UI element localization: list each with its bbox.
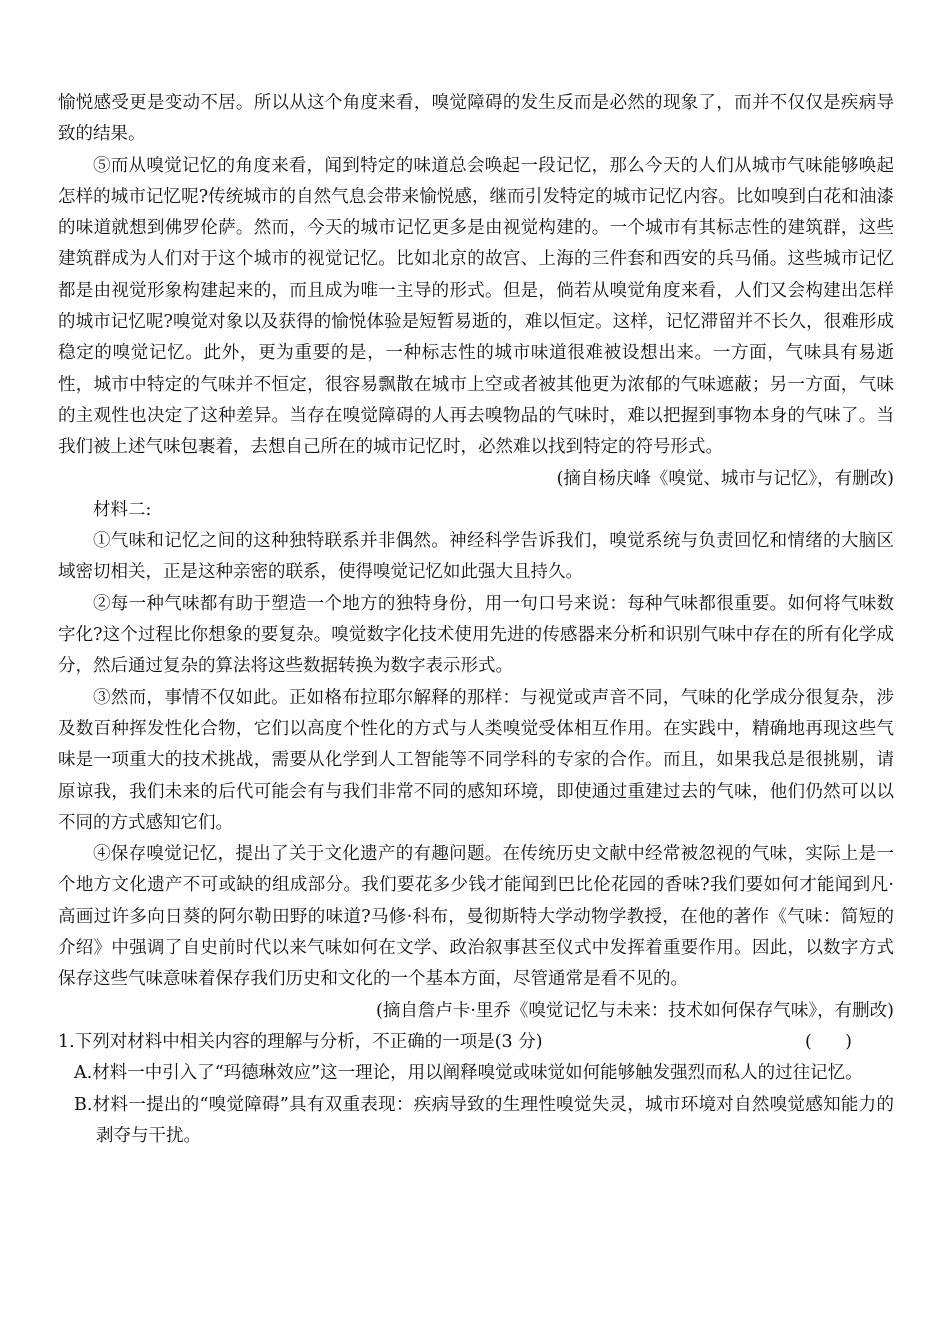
question-1-stem-line bbox=[58, 1027, 894, 1058]
material-two-paragraph-1: ①气味和记忆之间的这种独特联系并非偶然。神经科学告诉我们，嗅觉系统与负责回忆和情绪的大脑区域密切相关，正是这种亲密的联系，使得嗅觉记忆如此强大且持久。 bbox=[58, 531, 894, 583]
material-two-source: (摘自詹卢卡·里乔《嗅觉记忆与未来：技术如何保存气味》，有删改) bbox=[376, 1000, 894, 1021]
question-1-stem: 1.下列对材料中相关内容的理解与分析，不正确的一项是(3 分) bbox=[58, 1031, 543, 1052]
option-a[interactable]: A.材料一中引入了“玛德琳效应”这一理论，用以阐释嗅觉或味觉如何能够触发强烈而私人的过往记忆。 bbox=[74, 1063, 863, 1084]
exam-page bbox=[58, 88, 894, 1152]
option-b[interactable]: B.材料一提出的“嗅觉障碍”具有双重表现：疾病导致的生理性嗅觉失灵，城市环境对自然嗅觉感知能力的剥夺与干扰。 bbox=[74, 1094, 894, 1146]
answer-bracket[interactable]: ( ) bbox=[804, 1031, 852, 1052]
material-one-source: (摘自杨庆峰《嗅觉、城市与记忆》，有删改) bbox=[556, 468, 894, 489]
material-two-paragraph-3: ③然而，事情不仅如此。正如格布拉耶尔解释的那样：与视觉或声音不同，气味的化学成分很复杂，涉及数百种挥发性化合物，它们以高度个性化的方式与人类嗅觉受体相互作用。在实践中，精确地再现这些气味是一项重大的技术挑战，需要从化学到人工智能等不同学科的专家的合作。而且，如果我总是很挑剔，请原谅我，我们未来的后代可能会有与我们非常不同的感知环境，即使通过重建过去的气味，他们仍然可以以不同的方式感知它们。 bbox=[58, 687, 894, 833]
material-one-paragraph-5: ⑤而从嗅觉记忆的角度来看，闻到特定的味道总会唤起一段记忆，那么今天的人们从城市气味能够唤起怎样的城市记忆呢?传统城市的自然气息会带来愉悦感，继而引发特定的城市记忆内容。比如嗅到白花和油漆的味道就想到佛罗伦萨。然而，今天的城市记忆更多是由视觉构建的。一个城市有其标志性的建筑群，这些建筑群成为人们对于这个城市的视觉记忆。比如北京的故宫、上海的三件套和西安的兵马俑。这些城市记忆都是由视觉形象构建起来的，而且成为唯一主导的形式。但是，倘若从嗅觉角度来看，人们又会构建出怎样的城市记忆呢?嗅觉对象以及获得的愉悦体验是短暂易逝的，难以恒定。这样，记忆滞留并不长久，很难形成稳定的嗅觉记忆。此外，更为重要的是，一种标志性的城市味道很难被设想出来。一方面，气味具有易逝性，城市中特定的气味并不恒定，很容易飘散在城市上空或者被其他更为浓郁的气味遮蔽；另一方面，气味的主观性也决定了这种差异。当存在嗅觉障碍的人再去嗅物品的气味时，难以把握到事物本身的气味了。当我们被上述气味包裹着，去想自己所在的城市记忆时，必然难以找到特定的符号形式。 bbox=[58, 155, 894, 458]
material-two-paragraph-2: ②每一种气味都有助于塑造一个地方的独特身份，用一句口号来说：每种气味都很重要。如何将气味数字化?这个过程比你想象的要复杂。嗅觉数字化技术使用先进的传感器来分析和识别气味中存在的所有化学成分，然后通过复杂的算法将这些数据转换为数字表示形式。 bbox=[58, 593, 894, 677]
material-two-paragraph-4: ④保存嗅觉记忆，提出了关于文化遗产的有趣问题。在传统历史文献中经常被忽视的气味，实际上是一个地方文化遗产不可或缺的组成部分。我们要花多少钱才能闻到巴比伦花园的香味?我们要如何才能闻到凡·高画过许多向日葵的阿尔勒田野的味道?马修·科布，曼彻斯特大学动物学教授，在他的著作《气味：简短的介绍》中强调了自史前时代以来气味如何在文学、政治叙事甚至仪式中发挥着重要作用。因此，以数字方式保存这些气味意味着保存我们历史和文化的一个基本方面，尽管通常是看不见的。 bbox=[58, 844, 894, 990]
material-two-label: 材料二: bbox=[93, 499, 152, 520]
material-one-continuation: 愉悦感受更是变动不居。所以从这个角度来看，嗅觉障碍的发生反而是必然的现象了，而并不仅仅是疾病导致的结果。 bbox=[58, 93, 894, 145]
question-1 bbox=[58, 1027, 894, 1152]
